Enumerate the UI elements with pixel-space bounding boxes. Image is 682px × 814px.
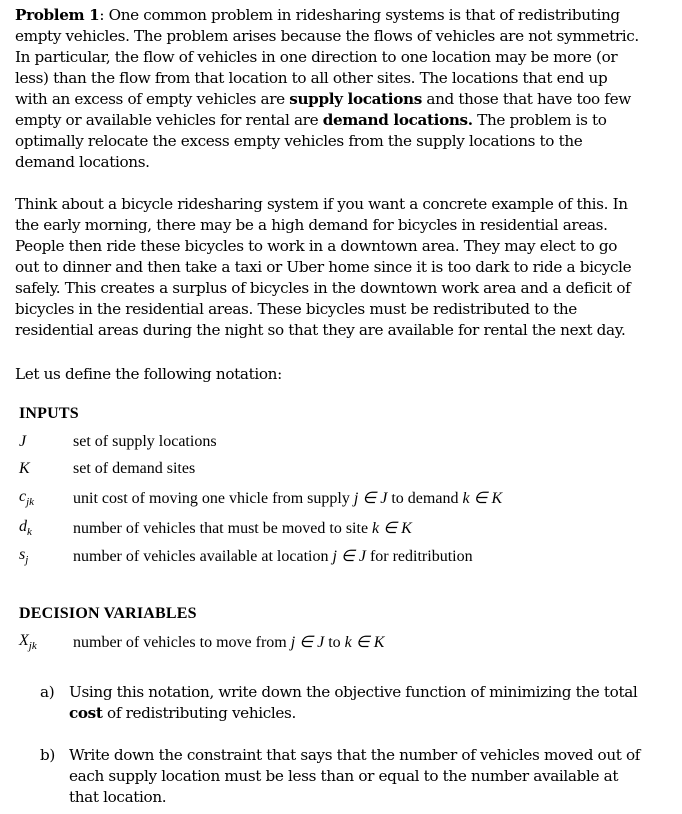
question-marker: a)	[40, 683, 55, 701]
paragraph-line: the early morning, there may be a high demand for bicycles in residential areas.	[15, 216, 608, 234]
problem-paragraph-1	[15, 5, 671, 173]
question-body: Using this notation, write down the objective function of minimizing the total cost of redistributing vehicles.	[69, 683, 638, 722]
paragraph-line: optimally relocate the excess empty vehicles from the supply locations to the	[15, 132, 583, 150]
paragraph-line: empty vehicles. The problem arises because the flows of vehicles are not symmetric.	[15, 27, 639, 45]
question-marker: b)	[40, 746, 55, 764]
input-symbol: $d_k$	[19, 518, 32, 539]
demand-locations-term: demand locations.	[322, 111, 473, 129]
paragraph-line: People then ride these bicycles to work in a downtown area. They may elect to go	[15, 237, 618, 255]
input-description: set of demand sites	[73, 460, 196, 477]
inputs-title: INPUTS	[19, 405, 79, 422]
supply-locations-term: supply locations	[289, 90, 422, 108]
input-row-supply	[0, 546, 682, 568]
input-row-J	[0, 433, 682, 455]
question-body: Write down the constraint that says that the number of vehicles moved out of each supply location must be less than or equal to the number available at that location.	[69, 746, 641, 806]
paragraph-line: safely. This creates a surplus of bicycles in the downtown work area and a deficit of	[15, 279, 631, 297]
paragraph-line: residential areas during the night so that they are available for rental the next day.	[15, 321, 626, 339]
input-description: number of vehicles that must be moved to site k ∈ K	[73, 520, 412, 537]
input-symbol: $s_j$	[19, 546, 29, 567]
notation-intro: Let us define the following notation:	[15, 365, 282, 383]
decision-variables-title: DECISION VARIABLES	[19, 605, 197, 622]
paragraph-line: demand locations.	[15, 153, 150, 171]
input-description: number of vehicles available at location j ∈ J for reditribution	[73, 548, 473, 565]
paragraph-line: In particular, the flow of vehicles in one direction to one location may be more (or	[15, 48, 618, 66]
problem-paragraph-2	[15, 194, 671, 341]
problem-label: Problem 1	[15, 6, 100, 24]
input-description: unit cost of moving one vhicle from supply j ∈ J to demand k ∈ K	[73, 490, 503, 507]
decision-row	[0, 632, 682, 654]
paragraph-line: Problem 1: One common problem in ridesharing systems is that of redistributing	[15, 6, 620, 24]
input-row-demand	[0, 518, 682, 540]
input-row-K	[0, 460, 682, 482]
input-symbol: K	[19, 460, 30, 477]
paragraph-line: Think about a bicycle ridesharing system if you want a concrete example of this. In	[15, 195, 628, 213]
cost-term: cost	[69, 704, 103, 722]
input-symbol: J	[19, 433, 27, 450]
paragraph-line: bicycles in the residential areas. These bicycles must be redistributed to the	[15, 300, 577, 318]
input-description: set of supply locations	[73, 433, 217, 450]
decision-symbol: $X_{jk}$	[19, 632, 37, 653]
input-symbol: $c_{jk}$	[19, 488, 35, 509]
paragraph-line: with an excess of empty vehicles are supply locations and those that have too few	[15, 90, 631, 108]
paragraph-line: less) than the flow from that location to all other sites. The locations that end up	[15, 69, 608, 87]
paragraph-line: out to dinner and then take a taxi or Uber home since it is too dark to ride a bicycle	[15, 258, 632, 276]
paragraph-line: empty or available vehicles for rental are demand locations. The problem is to	[15, 111, 607, 129]
input-row-cost	[0, 488, 682, 510]
decision-description: number of vehicles to move from j ∈ J to k ∈ K	[73, 634, 385, 651]
